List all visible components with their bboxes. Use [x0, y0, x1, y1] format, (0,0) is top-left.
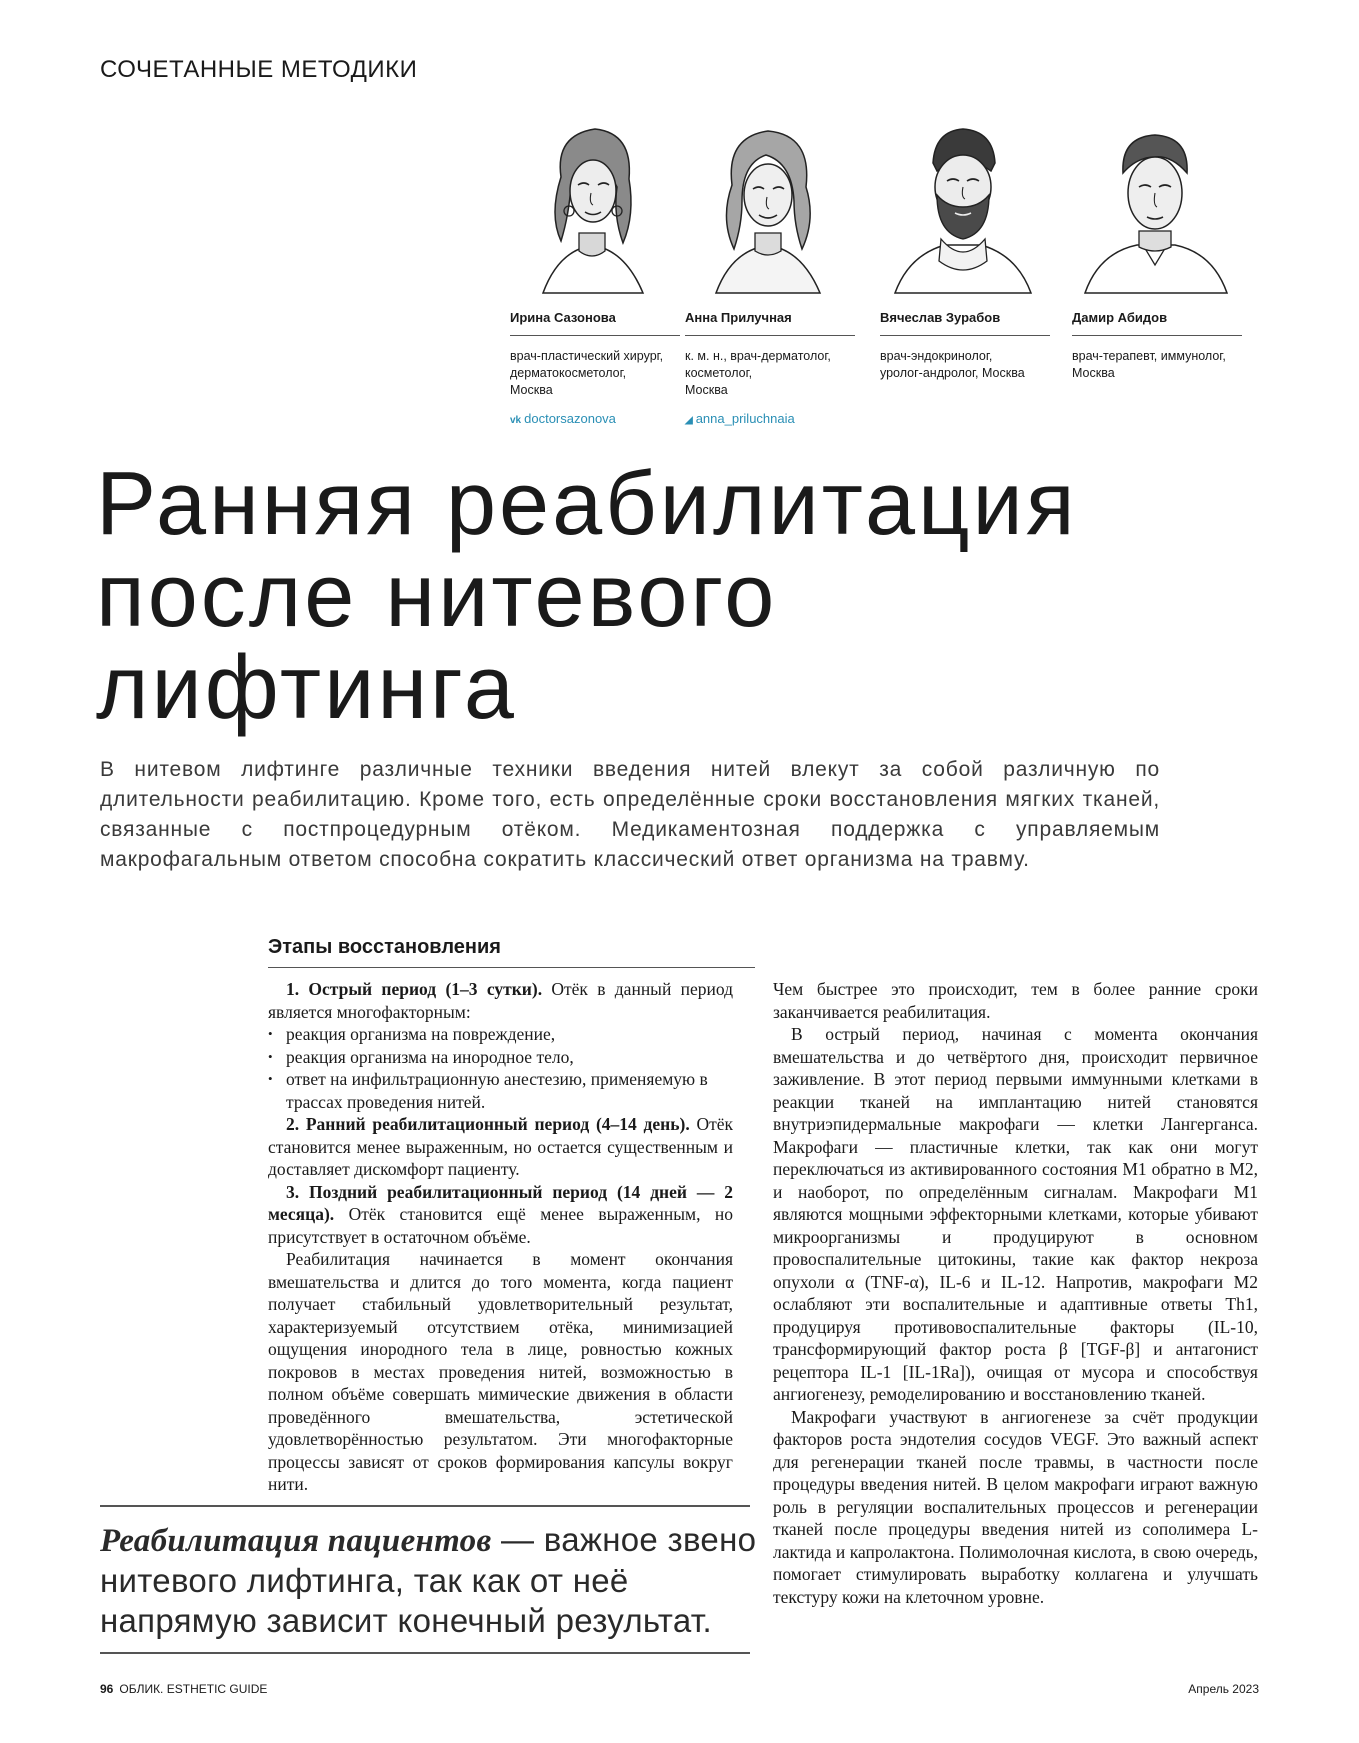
- vk-icon: vk: [510, 415, 522, 426]
- paragraph: 3. Поздний реабилитационный период (14 дней — 2 месяца). Отёк становится ещё менее выраженным, но присутствует в остаточном объёме.: [268, 1181, 733, 1247]
- paragraph: Чем быстрее это происходит, тем в более ранние сроки заканчивается реабилитация.: [773, 979, 1258, 1022]
- divider: [685, 335, 855, 336]
- section-title: Этапы восстановления: [268, 936, 755, 968]
- section-rubric: СОЧЕТАННЫЕ МЕТОДИКИ: [100, 56, 418, 83]
- issue-date: Апрель 2023: [1188, 1682, 1259, 1696]
- divider: [1072, 335, 1242, 336]
- author-name: Вячеслав Зурабов: [880, 310, 1001, 325]
- divider: [100, 1505, 750, 1507]
- author-card: [505, 115, 680, 426]
- paragraph: Реабилитация начинается в момент окончания вмешательства и длится до того момента, когда пациент получает стабильный удовлетворительный результат, характеризуемый отсутствием отёка, минимизацией ощущения инородного тела в лице, ровностью кожных покровов в местах проведения нитей, возможностью в полном объёме совершать мимические движения в области проведённого вмешательства, эстетической удовлетворённостью результатом. Эти многофакторные процессы зависят от сроков формирования капсулы вокруг нити.: [268, 1249, 733, 1494]
- author-name: Ирина Сазонова: [510, 310, 616, 325]
- divider: [510, 335, 680, 336]
- article-lead: В нитевом лифтинге различные техники введения нитей влекут за собой различную по длительности реабилитацию. Кроме того, есть определённые сроки восстановления мягких тканей, связанные с постпроцедурным отёком. Медикаментозная поддержка с управляемым макрофагальным ответом способна сократить классический ответ организма на травму.: [100, 758, 1160, 871]
- footer-left: [100, 1682, 267, 1696]
- paragraph: В острый период, начиная с момента окончания вмешательства и до четвёртого дня, происходит первичное заживление. В этот период первыми иммунными клетками в реакции тканей на имплантацию нитей становятся внутриэпидермальные макрофаги — клетки Лангерганса. Макрофаги — пластичные клетки, так как они могут переключаться из активированного состояния M1 обратно в M2, и наоборот, по определённым сигналам. Макрофаги M1 являются мощными эффекторными клетками, которые убивают микроорганизмы и продуцируют в основном провоспалительные цитокины, такие как фактор некроза опухоли α (TNF-α), IL-6 и IL-12. Напротив, макрофаги M2 ослабляют эти воспалительные и адаптивные ответы Th1, продуцируя противовоспалительные факторы (IL-10, трансформирующий фактор роста β [TGF-β] и антагонист рецептора IL-1 [IL-1Ra]), очищая от мусора и способствуя ангиогенезу, ремоделированию и восстановлению тканей.: [773, 1024, 1258, 1404]
- author-role: врач-эндокринолог, уролог-андролог, Москва: [880, 349, 1025, 380]
- paragraph: Макрофаги участвуют в ангиогенезе за счёт продукции факторов роста эндотелия сосудов VEGF. Это важный аспект для регенерации тканей после травмы, в частности после процедуры введения нитей. В целом макрофаги играют важную роль в регуляции воспалительных процессов и регенерации тканей после процедуры введения нитей из сополимера L-лактида и капролактона. Полимолочная кислота, в свою очередь, помогает стимулировать выработку коллагена и улучшать текстуру кожи на клеточном уровне.: [773, 1406, 1258, 1607]
- author-card: [875, 115, 1050, 380]
- divider: [880, 335, 1050, 336]
- author-card: [1067, 115, 1242, 380]
- author-portrait: [505, 115, 680, 295]
- bullet-list: [268, 1023, 733, 1113]
- authors-panel: [505, 115, 1265, 435]
- telegram-icon: ◢: [685, 415, 693, 426]
- pull-quote: Реабилитация пациентов — важное звено нитевого лифтинга, так как от неё напрямую зависит конечный результат.: [100, 1521, 757, 1639]
- list-item: • ответ на инфильтрационную анестезию, применяемую в трассах проведения нитей.: [268, 1068, 733, 1113]
- body-column-left: [268, 978, 733, 1496]
- paragraph: 2. Ранний реабилитационный период (4–14 день). Отёк становится менее выраженным, но остается существенным и доставляет дискомфорт пациенту.: [268, 1114, 733, 1179]
- author-role: к. м. н., врач-дерматолог, косметолог, Москва: [685, 349, 831, 397]
- paragraph: 1. Острый период (1–3 сутки). Отёк в данный период является многофакторным:: [268, 979, 733, 1022]
- list-item: • реакция организма на инородное тело,: [268, 1046, 733, 1069]
- author-role: врач-терапевт, иммунолог, Москва: [1072, 349, 1226, 380]
- social-link-vk[interactable]: vk doctorsazonova: [510, 411, 616, 426]
- author-role: врач-пластический хирург, дерматокосметолог, Москва: [510, 349, 664, 397]
- journal-name: ОБЛИК. ESTHETIC GUIDE: [119, 1682, 268, 1696]
- author-portrait: [875, 115, 1050, 295]
- social-link-telegram[interactable]: ◢ anna_priluchnaia: [685, 411, 795, 426]
- divider: [100, 1652, 750, 1654]
- author-name: Дамир Абидов: [1072, 310, 1168, 325]
- article-title: Ранняя реабилитация после нитевого лифтинга: [96, 454, 1078, 738]
- author-portrait: [680, 115, 855, 295]
- page-number: 96: [100, 1682, 114, 1696]
- list-item: • реакция организма на повреждение,: [268, 1023, 733, 1046]
- author-name: Анна Прилучная: [685, 310, 792, 325]
- author-card: [680, 115, 855, 426]
- body-column-right: [773, 978, 1258, 1608]
- author-portrait: [1067, 115, 1242, 295]
